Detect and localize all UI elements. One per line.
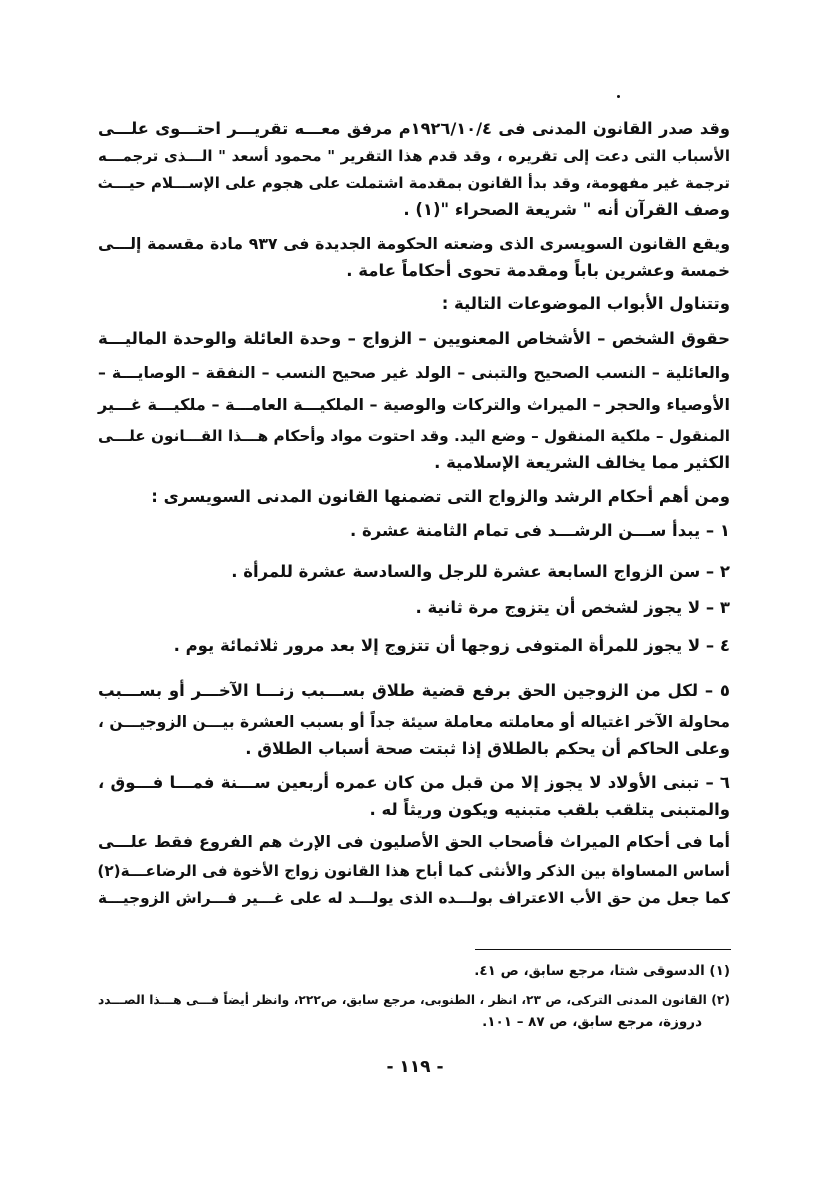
body-line: أساس المساواة بين الذكر والأنثى كما أباح هذا القانون زواج الأخوة فى الرضاعـــة(٢) <box>97 862 730 880</box>
list-item: ٣ – لا يجوز لشخص أن يتزوج مرة ثانية . <box>415 598 730 617</box>
list-item: ١ – يبدأ ســـن الرشـــد فى تمام الثامنة عشرة . <box>349 521 730 540</box>
list-item: محاولة الآخر اغتياله أو معاملته معاملة سيئة جداً أو بسبب العشرة بيـــن الزوجيـــن ، <box>98 713 730 731</box>
body-line: ويقع القانون السويسرى الذى وضعته الحكومة الجديدة فى ٩٣٧ مادة مقسمة إلـــى <box>98 234 730 253</box>
stray-mark <box>617 95 620 98</box>
body-line: خمسة وعشرين باباً ومقدمة تحوى أحكاماً عامة . <box>346 261 730 280</box>
body-line: ترجمة غير مفهومة، وقد بدأ القانون بمقدمة اشتملت على هجوم على الإســـلام حيـــث <box>97 174 730 192</box>
body-line: كما جعل من حق الأب الاعتراف بولـــده الذى يولـــد له على غـــير فـــراش الزوجيـــة <box>98 889 730 907</box>
page-number: - ١١٩ - <box>386 1057 444 1077</box>
body-line: حقوق الشخص – الأشخاص المعنويين – الزواج – وحدة العائلة والوحدة الماليـــة <box>98 329 730 348</box>
body-line: ومن أهم أحكام الرشد والزواج التى تضمنها القانون المدنى السويسرى : <box>151 487 730 506</box>
body-line: الكثير مما يخالف الشريعة الإسلامية . <box>434 453 730 472</box>
body-line: الأسباب التى دعت إلى تقريره ، وقد قدم هذا التقرير " محمود أسعد " الـــذى ترجمـــه <box>98 147 730 165</box>
footnote: (١) الدسوقى شتا، مرجع سابق، ص ٤١. <box>474 963 730 979</box>
body-line: وتتناول الأبواب الموضوعات التالية : <box>441 294 730 313</box>
list-item: وعلى الحاكم أن يحكم بالطلاق إذا ثبتت صحة أسباب الطلاق . <box>245 739 730 758</box>
body-line: الأوصياء والحجر – الميراث والتركات والوصية – الملكيـــة العامـــة – ملكيـــة غـــير <box>98 395 730 414</box>
list-item: ٥ – لكل من الزوجين الحق برفع قضية طلاق بســـبب زنـــا الآخـــر أو بســـبب <box>98 681 730 700</box>
body-line: وقد صدر القانون المدنى فى ١٩٢٦/١٠/٤م مرفق معـــه تقريـــر احتـــوى علـــى <box>98 119 730 138</box>
footnote-separator <box>475 949 731 950</box>
footnote: دروزة، مرجع سابق، ص ٨٧ – ١٠١. <box>482 1014 702 1030</box>
body-line: المنقول – ملكية المنقول – وضع اليد. وقد احتوت مواد وأحكام هـــذا القـــانون علـــى <box>98 427 730 445</box>
list-item: ٤ – لا يجوز للمرأة المتوفى زوجها أن تتزوج إلا بعد مرور ثلاثمائة يوم . <box>173 636 730 655</box>
body-line: أما فى أحكام الميراث فأصحاب الحق الأصليون فى الإرث هم الفروع فقط علـــى <box>98 832 730 851</box>
list-item: ٦ – تبنى الأولاد لا يجوز إلا من قبل من كان عمره أربعين ســـنة فمـــا فـــوق ، <box>98 773 730 792</box>
body-line: وصف القرآن أنه " شريعة الصحراء "(١) . <box>403 200 730 219</box>
footnote: (٢) القانون المدنى التركى، ص ٢٣، انظر ، الطنوبى، مرجع سابق، ص٢٢٢، وانظر أيضاً فـــى هـــذا الصـــدد <box>98 993 730 1007</box>
list-item: والمتبنى يتلقب بلقب متبنيه ويكون وريثاً له . <box>369 800 730 819</box>
body-line: والعائلية – النسب الصحيح والتبنى – الولد غير صحيح النسب – النفقة – الوصايـــة – <box>98 363 730 382</box>
list-item: ٢ – سن الزواج السابعة عشرة للرجل والسادسة عشرة للمرأة . <box>231 562 730 581</box>
